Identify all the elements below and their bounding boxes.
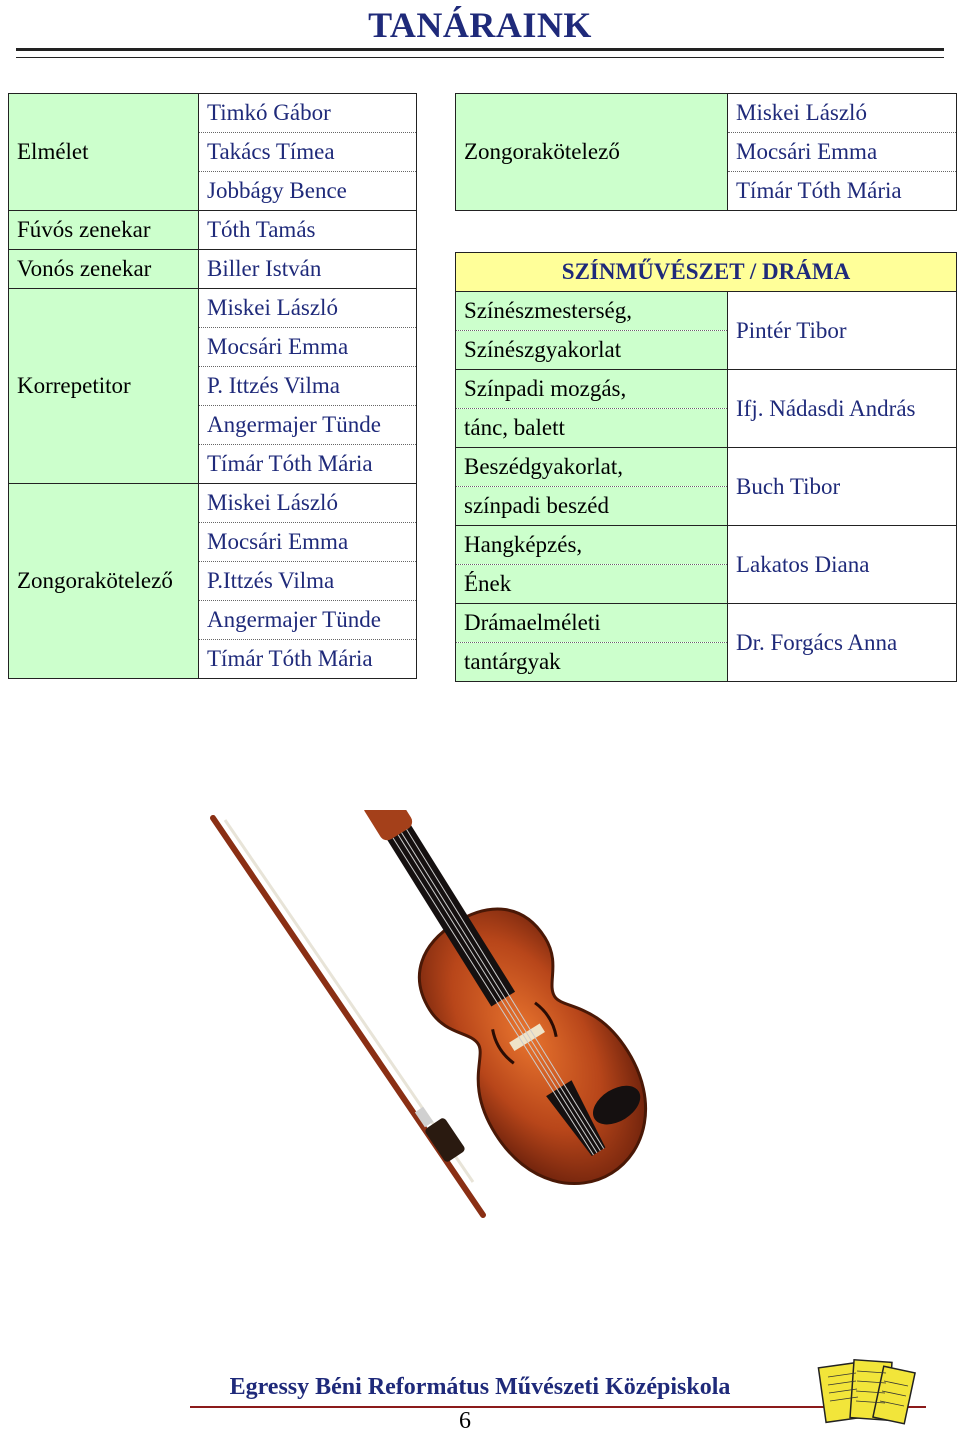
- violin-illustration: [205, 810, 745, 1230]
- teacher-cell: Tóth Tamás: [199, 211, 417, 250]
- drama-teacher: Pintér Tibor: [728, 292, 957, 370]
- subject-korrepetitor: Korrepetitor: [9, 289, 199, 484]
- teacher-cell: Tímár Tóth Mária: [199, 445, 417, 484]
- drama-teacher: Buch Tibor: [728, 448, 957, 526]
- drama-subject-line: Drámaelméleti: [456, 604, 728, 643]
- drama-subject-line: Színészmesterség,: [456, 292, 728, 331]
- page-title: TANÁRAINK: [368, 5, 592, 45]
- drama-subject-line: Beszédgyakorlat,: [456, 448, 728, 487]
- drama-subject-line: Színészgyakorlat: [456, 331, 728, 370]
- page-number: 6: [459, 1408, 471, 1434]
- teacher-cell: Mocsári Emma: [199, 328, 417, 367]
- teacher-cell: Biller István: [199, 250, 417, 289]
- teacher-cell: Mocsári Emma: [728, 133, 957, 172]
- drama-teacher: Dr. Forgács Anna: [728, 604, 957, 682]
- subject-zongorakotelezo: Zongorakötelező: [9, 484, 199, 679]
- teacher-cell: Angermajer Tünde: [199, 601, 417, 640]
- teacher-cell: Timkó Gábor: [199, 94, 417, 133]
- drama-teacher: Lakatos Diana: [728, 526, 957, 604]
- subject-elmelet: Elmélet: [9, 94, 199, 211]
- teacher-cell: Angermajer Tünde: [199, 406, 417, 445]
- right-zongora-table: [455, 93, 957, 211]
- drama-subject-line: színpadi beszéd: [456, 487, 728, 526]
- teacher-cell: Miskei László: [728, 94, 957, 133]
- title-rule-thin: [16, 57, 944, 58]
- drama-table: [455, 252, 957, 682]
- violin-body-icon: [297, 810, 678, 1214]
- drama-subject-line: Hangképzés,: [456, 526, 728, 565]
- drama-subject-line: tánc, balett: [456, 409, 728, 448]
- teacher-cell: Takács Tímea: [199, 133, 417, 172]
- subject-vonos: Vonós zenekar: [9, 250, 199, 289]
- footer-school-name: Egressy Béni Református Művészeti Középiskola: [229, 1374, 731, 1400]
- teacher-cell: P. Ittzés Vilma: [199, 367, 417, 406]
- teacher-cell: Tímár Tóth Mária: [199, 640, 417, 679]
- teacher-cell: Mocsári Emma: [199, 523, 417, 562]
- drama-teacher: Ifj. Nádasdi András: [728, 370, 957, 448]
- title-rule-thick: [16, 48, 944, 51]
- left-teachers-table: [8, 93, 417, 679]
- drama-heading: SZÍNMŰVÉSZET / DRÁMA: [456, 253, 957, 292]
- teacher-cell: P.Ittzés Vilma: [199, 562, 417, 601]
- subject-zongorakotelezo-right: Zongorakötelező: [456, 94, 728, 211]
- sheet-music-logo-icon: [816, 1355, 916, 1430]
- drama-subject-line: tantárgyak: [456, 643, 728, 682]
- drama-subject-line: Színpadi mozgás,: [456, 370, 728, 409]
- teacher-cell: Jobbágy Bence: [199, 172, 417, 211]
- subject-fuvos: Fúvós zenekar: [9, 211, 199, 250]
- teacher-cell: Miskei László: [199, 484, 417, 523]
- drama-subject-line: Ének: [456, 565, 728, 604]
- teacher-cell: Tímár Tóth Mária: [728, 172, 957, 211]
- teacher-cell: Miskei László: [199, 289, 417, 328]
